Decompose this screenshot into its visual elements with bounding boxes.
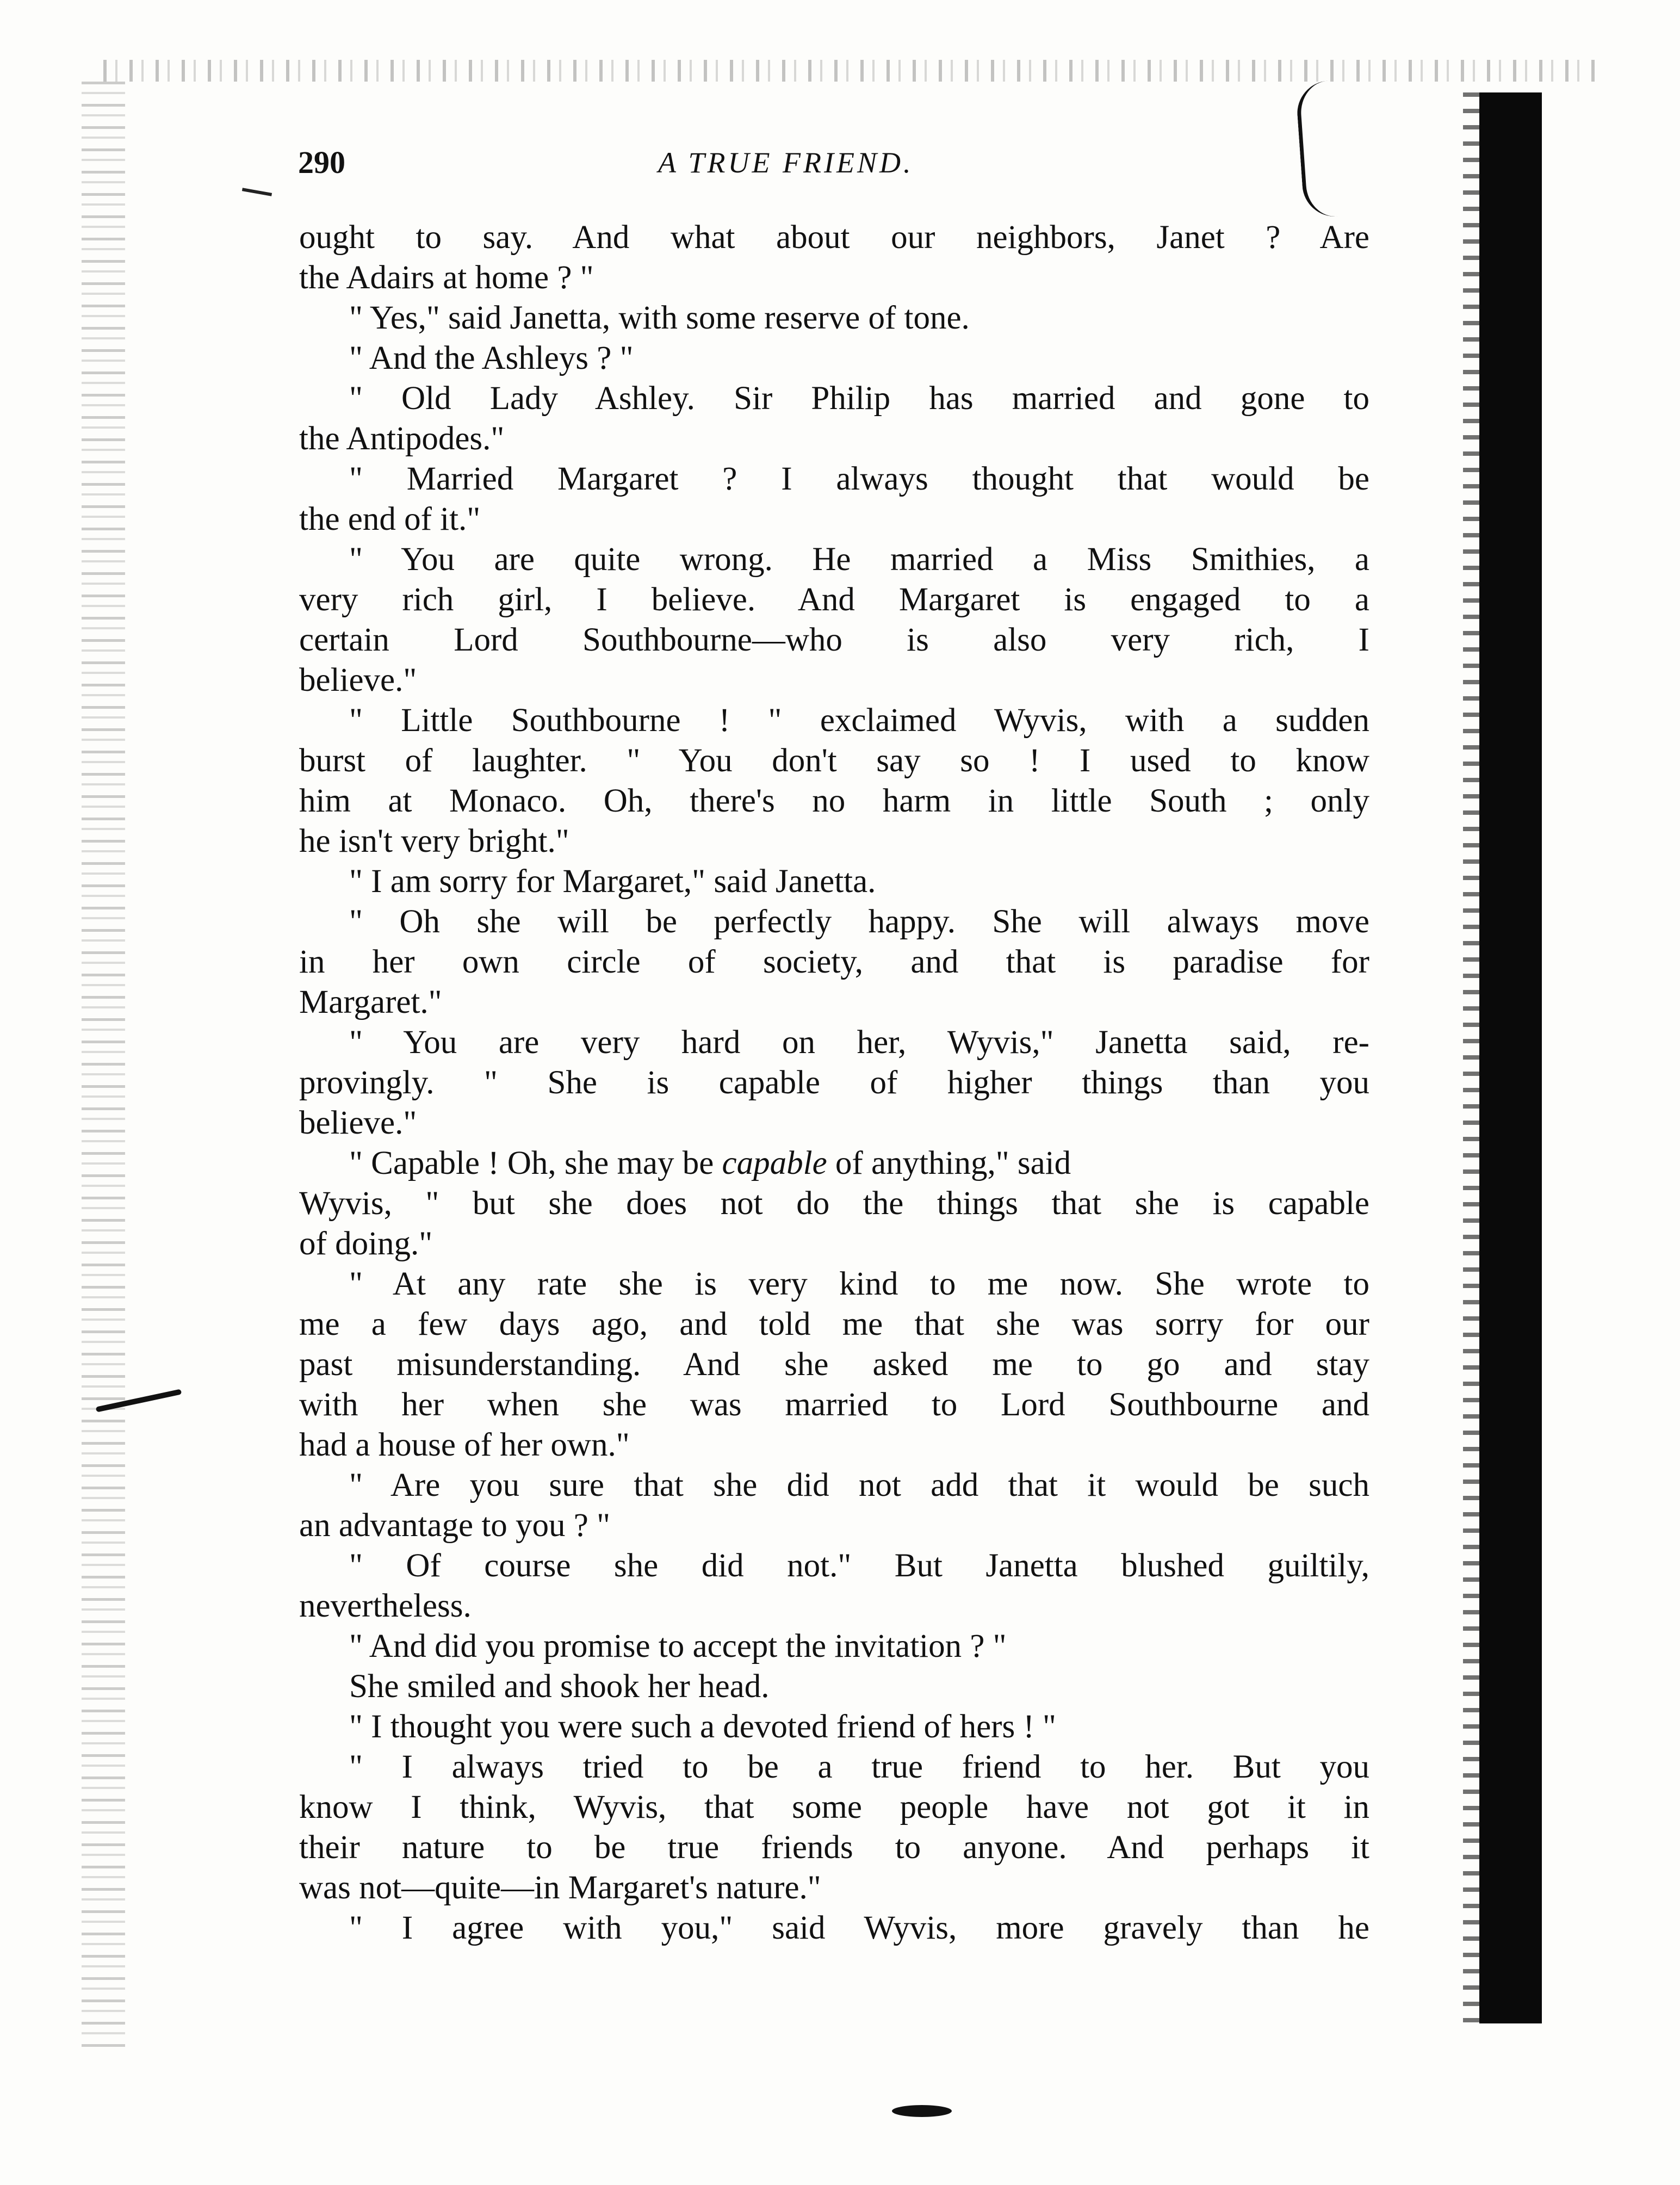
text-line: was not—quite—in Margaret's nature." [299,1870,821,1906]
text-line: " I am sorry for Margaret," said Janetta. [349,863,876,900]
text-line: believe." [299,1105,417,1141]
text-line: the end of it." [299,501,481,537]
text-line: " Yes," said Janetta, with some reserve of tone. [349,300,970,336]
text-line: " You are quite wrong. He married a Miss Smithies, a [349,541,1369,578]
text-line: the Antipodes." [299,420,505,457]
text-line: me a few days ago, and told me that she was sorry for our [299,1306,1369,1342]
ink-blot [892,2105,952,2117]
text-line: She smiled and shook her head. [349,1668,770,1705]
margin-dash-mark [242,188,272,196]
text-line: " Little Southbourne ! " exclaimed Wyvis, with a sudden [349,702,1369,739]
text-line: believe." [299,662,417,698]
text-line: past misunderstanding. And she asked me to go and stay [299,1346,1369,1383]
text-line: their nature to be true friends to anyone. And perhaps it [299,1829,1369,1866]
text-line: know I think, Wyvis, that some people have not got it in [299,1789,1369,1825]
text-line: of doing." [299,1225,433,1262]
text-line: him at Monaco. Oh, there's no harm in little South ; only [299,783,1369,819]
text-line: with her when she was married to Lord Southbourne and [299,1386,1369,1423]
page-number: 290 [298,145,345,180]
pencil-bracket-mark [1295,81,1341,219]
text-line: " Of course she did not." But Janetta blushed guiltily, [349,1548,1369,1584]
text-line: very rich girl, I believe. And Margaret is engaged to a [299,581,1369,618]
binding-shadow [1479,92,1542,2023]
italic-emphasis: capable [722,1145,827,1181]
text-line: " And the Ashleys ? " [349,340,634,376]
text-segment: of anything," said [827,1145,1071,1181]
text-line: certain Lord Southbourne—who is also very rich, I [299,622,1369,658]
text-line: " Old Lady Ashley. Sir Philip has married and gone to [349,380,1369,417]
text-line: Margaret." [299,984,442,1020]
text-line: the Adairs at home ? " [299,259,594,296]
text-line: burst of laughter. " You don't say so ! I used to know [299,742,1369,779]
text-line: " At any rate she is very kind to me now. She wrote to [349,1266,1369,1302]
page-left-edge [82,82,125,2051]
page-top-edge [103,60,1599,82]
text-line: had a house of her own." [299,1427,630,1463]
text-line-mixed [349,1143,1369,1184]
text-line: Wyvis, " but she does not do the things that she is capable [299,1185,1369,1222]
text-line: " I always tried to be a true friend to her. But you [349,1749,1369,1785]
text-line: nevertheless. [299,1588,472,1624]
page-header [298,144,1114,188]
text-line: " Are you sure that she did not add that it would be such [349,1467,1369,1503]
text-line: an advantage to you ? " [299,1507,610,1544]
text-line: " Married Margaret ? I always thought that would be [349,461,1369,497]
text-line: " I agree with you," said Wyvis, more gravely than he [349,1910,1369,1946]
text-line: in her own circle of society, and that is paradise for [299,944,1369,980]
text-line: " And did you promise to accept the invitation ? " [349,1628,1007,1664]
text-line: he isn't very bright." [299,823,569,859]
text-line: ought to say. And what about our neighbors, Janet ? Are [299,219,1369,256]
text-line: " I thought you were such a devoted friend of hers ! " [349,1709,1056,1745]
running-title: A TRUE FRIEND. [658,146,914,179]
text-line: " You are very hard on her, Wyvis," Janetta said, re- [349,1024,1369,1061]
text-line: " Oh she will be perfectly happy. She will always move [349,903,1369,940]
text-segment: " Capable ! Oh, she may be [349,1145,722,1181]
text-line: provingly. " She is capable of higher things than you [299,1064,1369,1101]
